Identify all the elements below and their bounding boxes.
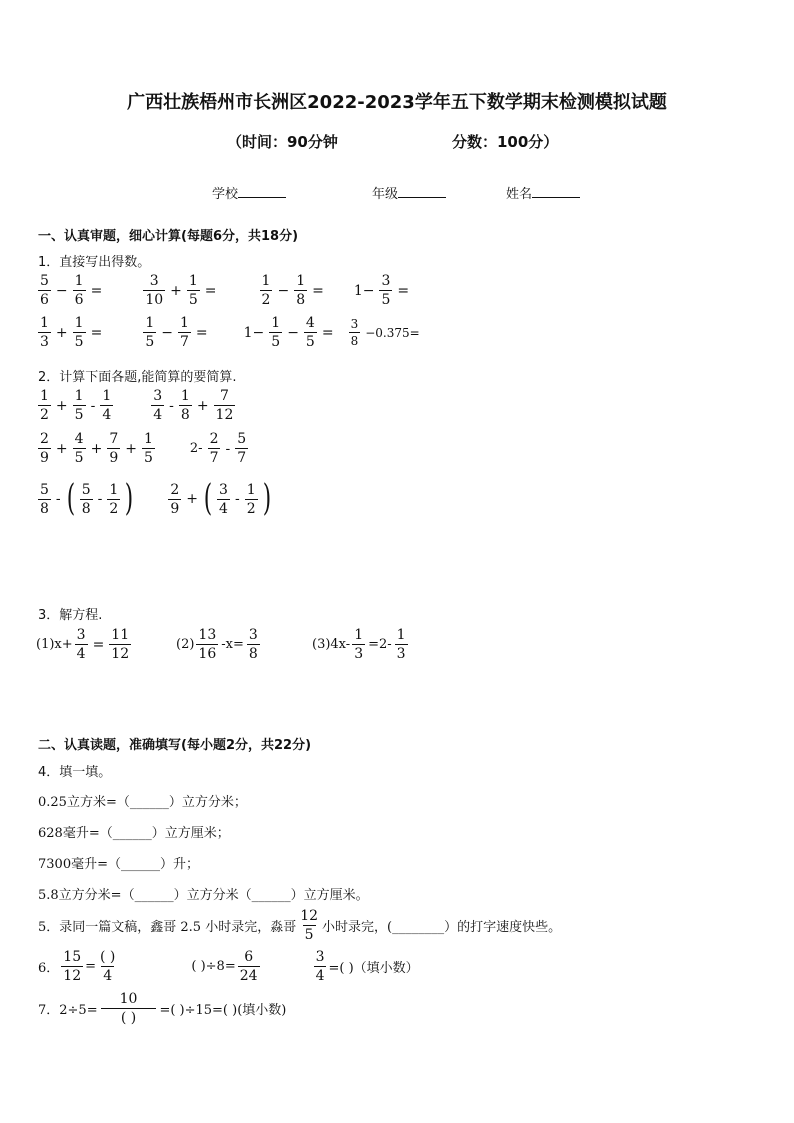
q4-line-1: 0.25立方米=（______）立方分米； (38, 795, 247, 810)
question-6: 6． $\frac{15}{12}$ = ( ) 4 ( )÷8= $\frac{6}{24}$ $\frac{3}{4}$ =( )（填小数） (38, 949, 419, 984)
q4-line-2: 628毫升=（______）立方厘米； (38, 826, 230, 841)
q1-row-1: 5 6 − $\frac{1}{6}$ = 3 10 + $\frac{1}{5}$ = 1 2 − $\frac{1}{8}$ = 1− $\frac{3}{5}$ = (40, 273, 410, 308)
school-field[interactable] (212, 183, 286, 202)
question-5: 5．录同一篇文稿，鑫哥 2.5 小时录完，淼哥 12 5 小时录完，(________）的打字速度快些。 (38, 908, 562, 943)
question-4: 4．填一填。 (38, 765, 112, 780)
section-1-heading: 一、认真审题，细心计算(每题6分，共18分) (38, 229, 299, 244)
grade-label: 年级 (372, 187, 399, 202)
equation-1: (1)x+ $\frac{3}{4}$ = $\frac{11}{12}$ (36, 627, 130, 662)
page-title: 广西壮族梧州市长洲区2022-2023学年五下数学期末检测模拟试题 (127, 92, 667, 113)
grade-field[interactable] (372, 183, 446, 202)
grade-blank[interactable] (398, 184, 446, 198)
q1-row-2: 1 3 + $\frac{1}{5}$ = 1 5 − $\frac{1}{7}$ = 1− $\frac{1}{5}$ − $\frac{4}{5}$ = 3 8 −0.375= (40, 315, 420, 350)
school-label: 学校 (212, 187, 239, 202)
q2-row-2: 2 9 + $\frac{4}{5}$ + $\frac{7}{9}$ + $\frac{1}{5}$ 2- 2 7 - 5 7 (40, 431, 247, 466)
name-label: 姓名 (506, 187, 533, 202)
q4-line-4: 5.8立方分米=（______）立方分米（______）立方厘米。 (38, 888, 369, 903)
question-1: 1．直接写出得数。 (38, 255, 151, 270)
school-blank[interactable] (238, 184, 286, 198)
exam-time: （时间：90分钟 (227, 133, 338, 151)
question-7: 7．2÷5= 10 ( ) =( )÷15=( )(填小数) (38, 991, 287, 1026)
name-blank[interactable] (532, 184, 580, 198)
section-2-heading: 二、认真读题，准确填写(每小题2分，共22分) (38, 738, 312, 753)
question-3: 3．解方程. (38, 608, 103, 623)
equation-2: (2) 13 16 -x= $\frac{3}{8}$ (176, 627, 258, 662)
exam-score: 分数：100分） (452, 133, 559, 151)
question-2: 2．计算下面各题,能简算的要简算. (38, 370, 237, 385)
q2-row-1: 1 2 + $\frac{1}{5}$ - 1 4 3 4 - 1 8 + $\frac{7}{12}$ (40, 388, 234, 423)
q4-line-3: 7300毫升=（______）升； (38, 857, 199, 872)
name-field[interactable] (506, 183, 580, 202)
equation-3: (3)4x- $\frac{1}{3}$ =2- 1 3 (312, 627, 406, 662)
q2-row-3: 5 8 - ( 5 8 - 1 2 ) 2 9 + ( 3 4 - 1 2 ) (40, 478, 271, 519)
